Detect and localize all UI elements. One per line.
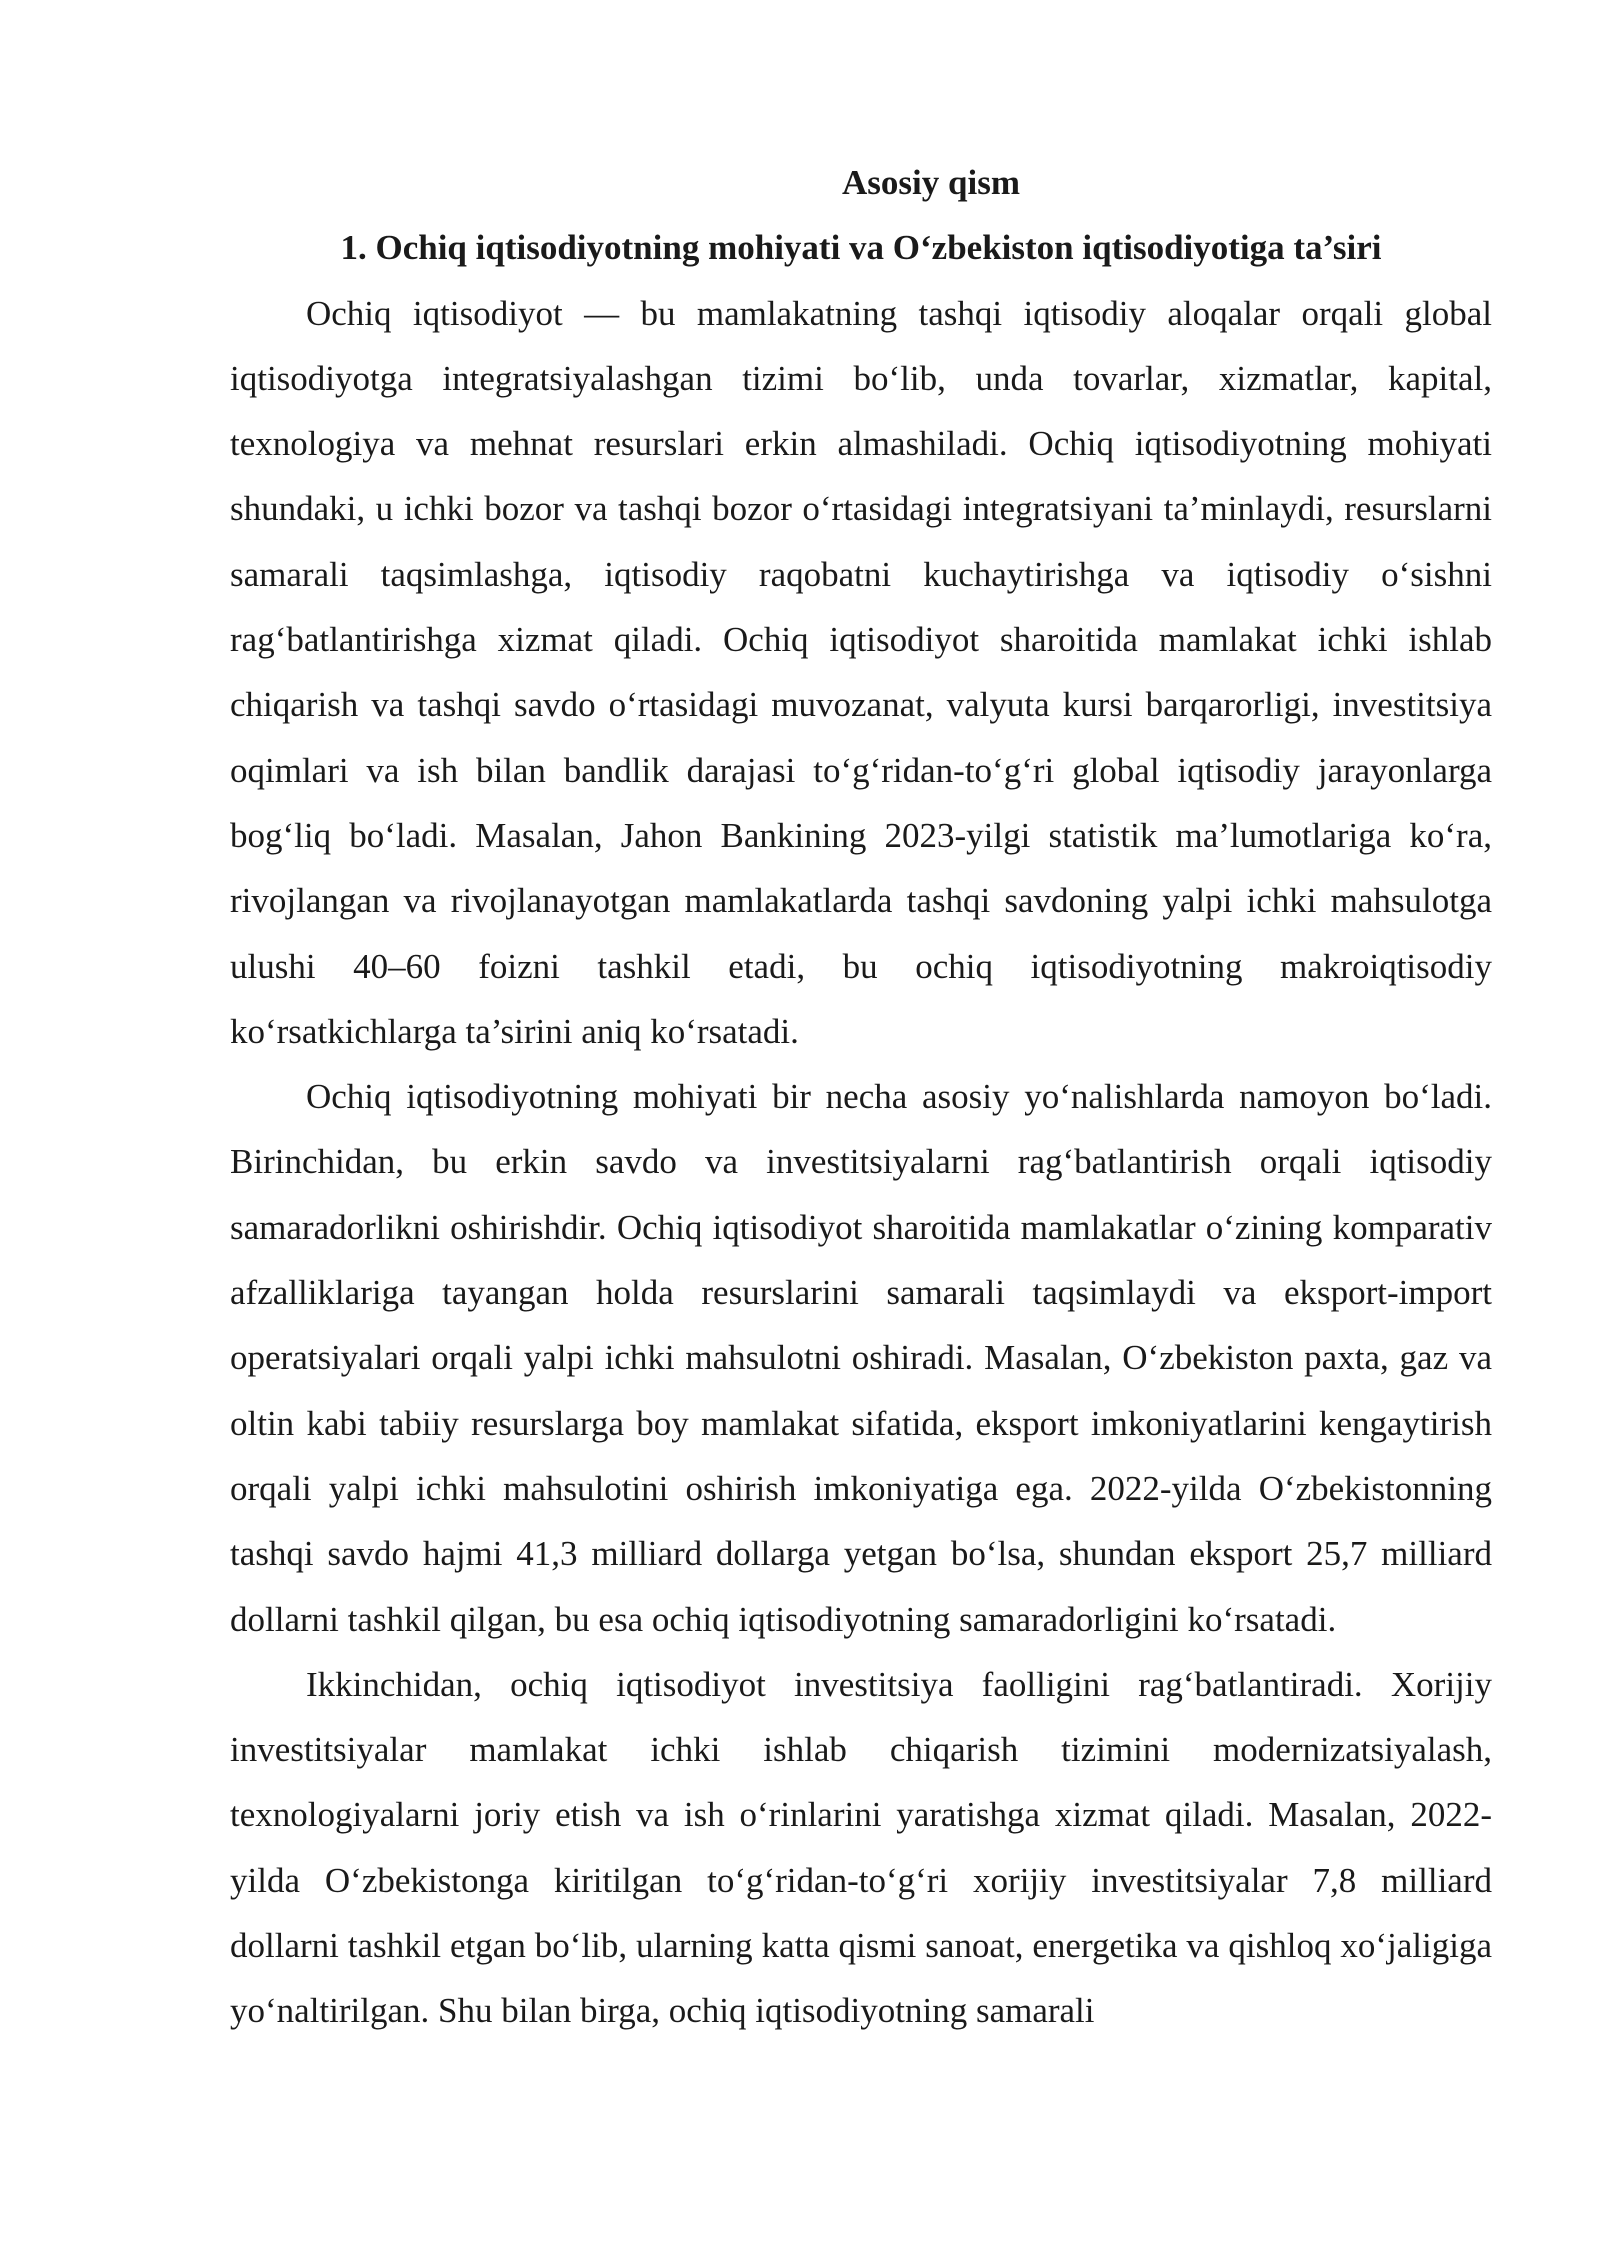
section-heading: 1. Ochiq iqtisodiyotning mohiyati va O‘zbekiston iqtisodiyotiga ta’siri	[340, 228, 1382, 268]
document-title: Asosiy qism	[842, 163, 1020, 202]
paragraph-3: Ikkinchidan, ochiq iqtisodiyot investitsiya faolligini rag‘batlantiradi. Xorijiy investitsiyalar mamlakat ichki ishlab chiqarish tizimini modernizatsiyalash, texnologiyalarni joriy etish va ish o‘rinlarini yaratishga xizmat qiladi. Masalan, 2022-yilda O‘zbekistonga kiritilgan to‘g‘ridan-to‘g‘ri xorijiy investitsiyalar 7,8 milliard dollarni tashkil etgan bo‘lib, ularning katta qismi sanoat, energetika va qishloq xo‘jaligiga yo‘naltirilgan. Shu bilan birga, ochiq iqtisodiyotning samarali	[230, 1664, 1492, 2031]
document-body	[230, 150, 1492, 2044]
paragraph-2: Ochiq iqtisodiyotning mohiyati bir necha asosiy yo‘nalishlarda namoyon bo‘ladi. Birinchidan, bu erkin savdo va investitsiyalarni rag‘batlantirish orqali iqtisodiy samaradorlikni oshirishdir. Ochiq iqtisodiyot sharoitida mamlakatlar o‘zining komparativ afzalliklariga tayangan holda resurslarini samarali taqsimlaydi va eksport-import operatsiyalari orqali yalpi ichki mahsulotni oshiradi. Masalan, O‘zbekiston paxta, gaz va oltin kabi tabiiy resurslarga boy mamlakat sifatida, eksport imkoniyatlarini kengaytirish orqali yalpi ichki mahsulotini oshirish imkoniyatiga ega. 2022-yilda O‘zbekistonning tashqi savdo hajmi 41,3 milliard dollarga yetgan bo‘lsa, shundan eksport 25,7 milliard dollarni tashkil qilgan, bu esa ochiq iqtisodiyotning samaradorligini ko‘rsatadi.	[230, 1077, 1492, 1639]
paragraph-1: Ochiq iqtisodiyot — bu mamlakatning tashqi iqtisodiy aloqalar orqali global iqtisodiyotga integratsiyalashgan tizimi bo‘lib, unda tovarlar, xizmatlar, kapital, texnologiya va mehnat resurslari erkin almashiladi. Ochiq iqtisodiyotning mohiyati shundaki, u ichki bozor va tashqi bozor o‘rtasidagi integratsiyani ta’minlaydi, resurslarni samarali taqsimlashga, iqtisodiy raqobatni kuchaytirishga va iqtisodiy o‘sishni rag‘batlantirishga xizmat qiladi. Ochiq iqtisodiyot sharoitida mamlakat ichki ishlab chiqarish va tashqi savdo o‘rtasidagi muvozanat, valyuta kursi barqarorligi, investitsiya oqimlari va ish bilan bandlik darajasi to‘g‘ridan-to‘g‘ri global iqtisodiy jarayonlarga bog‘liq bo‘ladi. Masalan, Jahon Bankining 2023-yilgi statistik ma’lumotlariga ko‘ra, rivojlangan va rivojlanayotgan mamlakatlarda tashqi savdoning yalpi ichki mahsulotga ulushi 40–60 foizni tashkil etadi, bu ochiq iqtisodiyotning makroiqtisodiy ko‘rsatkichlarga ta’sirini aniq ko‘rsatadi.	[230, 293, 1492, 1051]
